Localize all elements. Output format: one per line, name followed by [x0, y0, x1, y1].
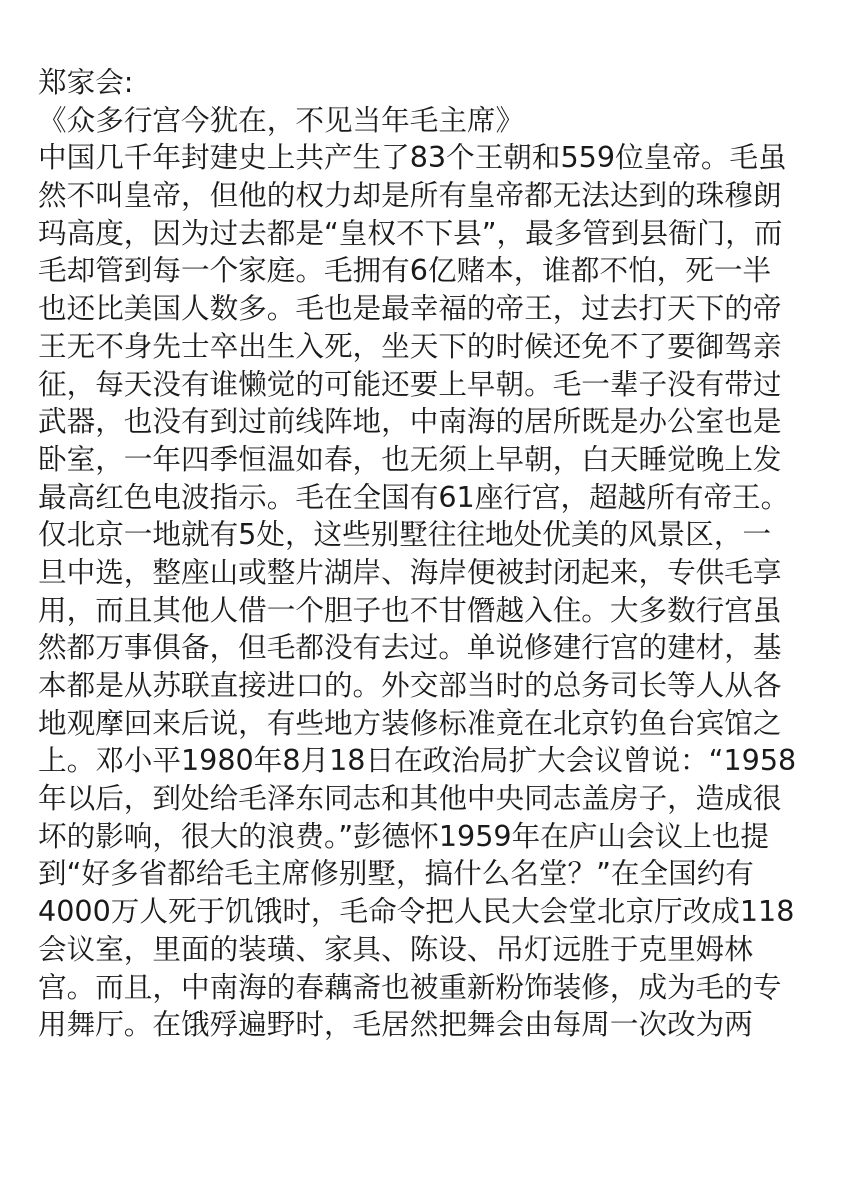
- author-line: 郑家会:: [38, 65, 134, 99]
- body-line: 然都万事俱备，但毛都没有去过。单说修建行宫的建材，基: [38, 630, 782, 665]
- body-line: 用，而且其他人借一个胆子也不甘僭越入住。大多数行宫虽: [38, 592, 782, 627]
- body-line: 本都是从苏联直接进口的。外交部当时的总务司长等人从各: [38, 668, 782, 702]
- body-line: 宫。而且，中南海的春藕斋也被重新粉饰装修，成为毛的专: [38, 969, 782, 1004]
- body-line: 坏的影响，很大的浪费。”彭德怀1959年在庐山会议上也提: [38, 818, 769, 853]
- body-line: 4000万人死于饥饿时，毛命令把人民大会堂北京厅改成118: [38, 894, 795, 929]
- body-line: 地观摩回来后说，有些地方装修标准竟在北京钓鱼台宾馆之: [38, 705, 782, 740]
- body-line: 到“好多省都给毛主席修别墅，搞什么名堂？”在全国约有: [38, 856, 754, 891]
- body-line: 年以后，到处给毛泽东同志和其他中央同志盖房子，造成很: [38, 781, 782, 816]
- body-line: 也还比美国人数多。毛也是最幸福的帝王，过去打天下的帝: [38, 291, 782, 326]
- body-line: 王无不身先士卒出生入死，坐天下的时候还免不了要御驾亲: [38, 328, 782, 363]
- body-line: 毛却管到每一个家庭。毛拥有6亿赌本，谁都不怕，死一半: [38, 253, 772, 288]
- body-line: 然不叫皇帝，但他的权力却是所有皇帝都无法达到的珠穆朗: [38, 178, 782, 213]
- body-line: 卧室，一年四季恒温如春，也无须上早朝，白天睡觉晚上发: [38, 441, 782, 476]
- body-line: 征，每天没有谁懒觉的可能还要上早朝。毛一辈子没有带过: [38, 366, 782, 401]
- body-line: 旦中选，整座山或整片湖岸、海岸便被封闭起来，专供毛享: [38, 554, 782, 589]
- body-line: 用舞厅。在饿殍遍野时，毛居然把舞会由每周一次改为两: [38, 1007, 753, 1042]
- body-line: 中国几千年封建史上共产生了83个王朝和559位皇帝。毛虽: [38, 140, 787, 175]
- body-line: 上。邓小平1980年8月18日在政治局扩大会议曾说：“1958: [38, 743, 797, 778]
- document-body: [38, 64, 818, 1044]
- body-line: 武器，也没有到过前线阵地，中南海的居所既是办公室也是: [38, 404, 782, 439]
- body-line: 会议室，里面的装璜、家具、陈设、吊灯远胜于克里姆林: [38, 931, 753, 966]
- body-line: 仅北京一地就有5处，这些别墅往往地处优美的风景区，一: [38, 517, 772, 552]
- body-line: 最高红色电波指示。毛在全国有61座行宫，超越所有帝王。: [38, 479, 790, 514]
- article-title: 《众多行宫今犹在，不见当年毛主席》: [38, 102, 525, 137]
- body-line: 玛高度，因为过去都是“皇权不下县”，最多管到县衙门，而: [38, 215, 783, 250]
